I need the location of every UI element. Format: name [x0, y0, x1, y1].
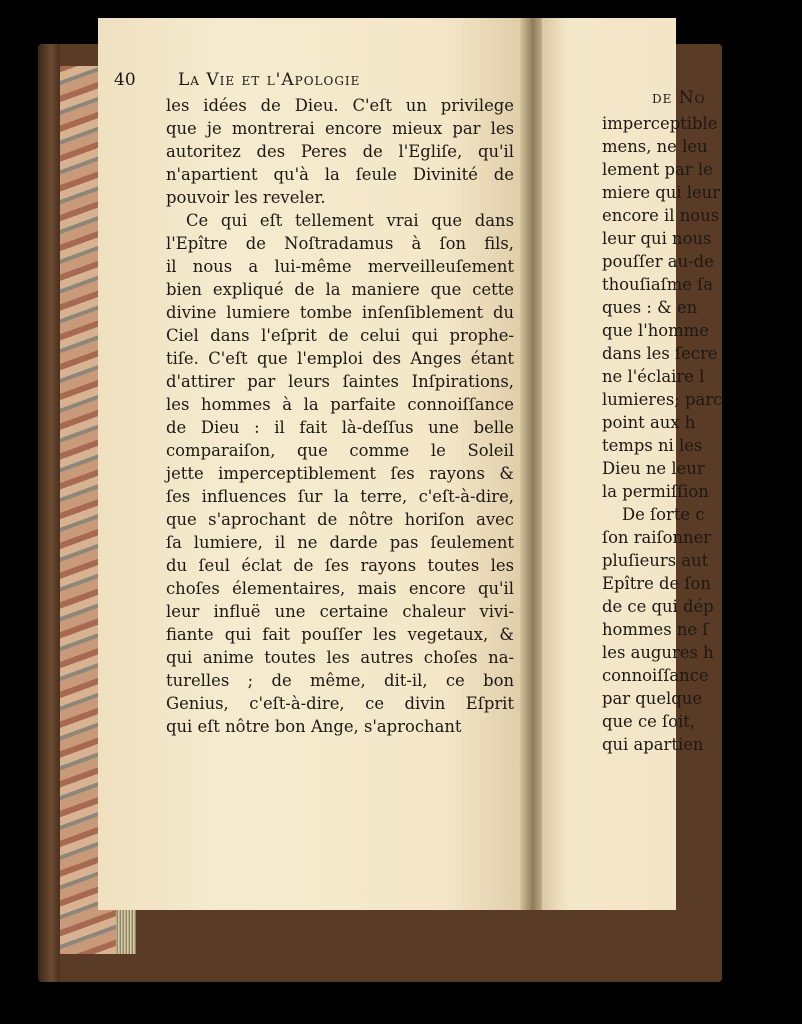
text-line: turelles ; de même, dit-il, ce bon — [166, 671, 514, 690]
text-line: ſon raiſonner — [602, 528, 712, 547]
text-line: qui eſt nôtre bon Ange, s'aprochant — [166, 717, 462, 736]
text-line: miere qui leur — [602, 183, 721, 202]
text-line: point aux h — [602, 413, 696, 432]
text-line: comparaiſon, que comme le Soleil — [166, 441, 514, 460]
text-line: de Dieu : il fait là-deſſus une belle — [166, 418, 514, 437]
text-line: les idées de Dieu. C'eſt un privilege — [166, 96, 514, 115]
text-line: choſes élementaires, mais encore qu'il — [166, 579, 514, 598]
text-line: leur influë une certaine chaleur vivi- — [166, 602, 514, 621]
text-line: tiſe. C'eſt que l'emploi des Anges étant — [166, 349, 514, 368]
text-line: que s'aprochant de nôtre horiſon avec — [166, 510, 514, 529]
text-line: Epître de ſon — [602, 574, 711, 593]
text-line: ne l'éclaire l — [602, 367, 705, 386]
text-line: encore il nous — [602, 206, 720, 225]
right-page-text — [602, 112, 802, 756]
text-line: hommes ne ſ — [602, 620, 709, 639]
text-line: Ciel dans l'eſprit de celui qui prophe- — [166, 326, 514, 345]
text-line: ſes influences ſur la terre, c'eſt-à-dire, — [166, 487, 514, 506]
text-line: il nous a lui-même merveilleuſement — [166, 257, 514, 276]
text-line: d'attirer par leurs ſaintes Inſpirations, — [166, 372, 514, 391]
text-line: thouſiaſme ſa — [602, 275, 714, 294]
text-line: leur qui nous — [602, 229, 712, 248]
text-line: que je montrerai encore mieux par les — [166, 119, 514, 138]
text-line: pouſſer au-de — [602, 252, 714, 271]
text-line: temps ni les — [602, 436, 703, 455]
text-line: lement par le — [602, 160, 713, 179]
text-line: De ſorte c — [622, 505, 705, 524]
text-line: Ce qui eſt tellement vrai que dans — [186, 211, 514, 230]
text-line: les hommes à la parfaite connoiſſance — [166, 395, 514, 414]
text-line: qui anime toutes les autres choſes na- — [166, 648, 514, 667]
text-line: Genius, c'eſt-à-dire, ce divin Eſprit — [166, 694, 514, 713]
text-line: Dieu ne leur — [602, 459, 705, 478]
text-line: divine lumiere tombe inſenſiblement du — [166, 303, 514, 322]
text-line: qui apartien — [602, 735, 704, 754]
text-line: pouvoir les reveler. — [166, 188, 326, 207]
left-running-head: La Vie et l'Apologie — [178, 70, 361, 90]
text-line: les augures h — [602, 643, 714, 662]
left-page-text — [166, 94, 514, 738]
text-line: ques : & en — [602, 298, 698, 317]
right-page — [542, 18, 723, 910]
text-line: lumieres; parc — [602, 390, 723, 409]
text-line: par quelque — [602, 689, 703, 708]
text-line: fiante qui fait pouſſer les vegetaux, & — [166, 625, 514, 644]
text-line: mens, ne leu — [602, 137, 708, 156]
text-line: jette imperceptiblement ſes rayons & — [166, 464, 514, 483]
right-running-head: de No — [652, 88, 706, 108]
text-line: bien expliqué de la maniere que cette — [166, 280, 514, 299]
text-line: connoiſſance — [602, 666, 709, 685]
text-line: du ſeul éclat de ſes rayons toutes les — [166, 556, 514, 575]
text-line: la permiſſion — [602, 482, 709, 501]
page-number: 40 — [114, 70, 136, 90]
text-line: ſa lumiere, il ne darde pas ſeulement — [166, 533, 514, 552]
text-line: que l'homme — [602, 321, 709, 340]
text-line: imperceptible — [602, 114, 718, 133]
text-line: dans les ſecre — [602, 344, 718, 363]
text-line: l'Epître de Noſtradamus à ſon fils, — [166, 234, 514, 253]
text-line: n'apartient qu'à la ſeule Divinité de — [166, 165, 514, 184]
book-cover-spine — [38, 44, 60, 982]
text-line: que ce ſoit, — [602, 712, 696, 731]
text-line: de ce qui dép — [602, 597, 714, 616]
text-line: pluſieurs aut — [602, 551, 709, 570]
text-line: autoritez des Peres de l'Egliſe, qu'il — [166, 142, 514, 161]
